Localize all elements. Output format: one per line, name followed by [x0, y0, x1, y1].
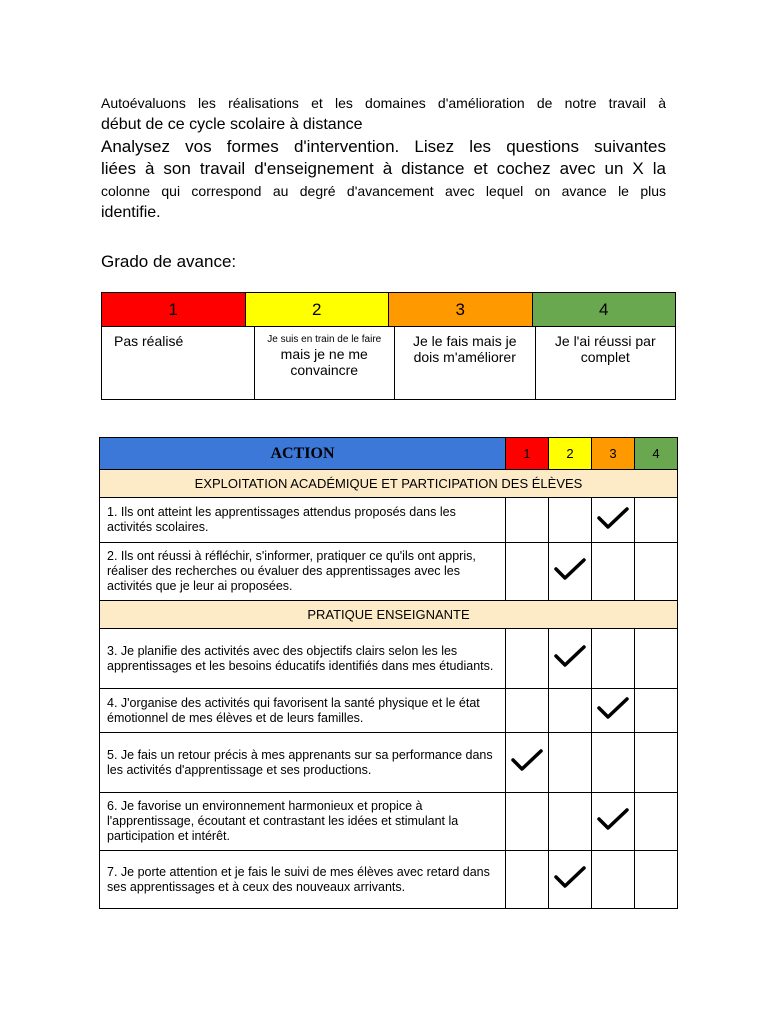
scale-desc-text: Je l'ai réussi par complet: [554, 333, 656, 365]
section-title: PRATIQUE ENSEIGNANTE: [100, 601, 678, 629]
action-header-row: [100, 438, 678, 470]
table-row: [100, 543, 678, 601]
action-item-text: 5. Je fais un retour précis à mes apprenants sur sa performance dans les activités d'apprentissage et ses productions.: [100, 733, 506, 793]
level-cell-1[interactable]: [506, 498, 549, 543]
level-cell-2[interactable]: [549, 629, 592, 689]
level-cell-4[interactable]: [635, 498, 678, 543]
scale-table: [101, 292, 676, 400]
check-icon: [596, 806, 630, 832]
level-cell-2[interactable]: [549, 498, 592, 543]
action-level-3: 3: [592, 438, 635, 470]
table-row: [100, 851, 678, 909]
scale-level-4: 4: [533, 293, 676, 326]
action-level-1: 1: [506, 438, 549, 470]
action-item-text: 1. Ils ont atteint les apprentissages attendus proposés dans les activités scolaires.: [100, 498, 506, 543]
check-icon: [596, 695, 630, 721]
level-cell-3[interactable]: [592, 793, 635, 851]
table-row: [100, 689, 678, 733]
scale-desc-text: Pas réalisé: [114, 333, 184, 349]
scale-description-row: [102, 327, 675, 400]
check-icon: [553, 864, 587, 890]
scale-desc-text: Je le fais mais je dois m'améliorer: [413, 333, 517, 365]
level-cell-3[interactable]: [592, 629, 635, 689]
level-cell-1[interactable]: [506, 851, 549, 909]
scale-desc-1: [102, 327, 255, 400]
table-row: [100, 733, 678, 793]
level-cell-1[interactable]: [506, 629, 549, 689]
level-cell-4[interactable]: [635, 543, 678, 601]
scale-desc-3: [395, 327, 536, 400]
action-item-text: 7. Je porte attention et je fais le suivi de mes élèves avec retard dans ses apprentissages et à ceux des nouveaux arrivants.: [100, 851, 506, 909]
intro-line: début de ce cycle scolaire à distance: [101, 116, 363, 133]
level-cell-2[interactable]: [549, 733, 592, 793]
scale-header-row: [102, 293, 675, 327]
section-title: EXPLOITATION ACADÉMIQUE ET PARTICIPATION DES ÉLÈVES: [100, 470, 678, 498]
level-cell-1[interactable]: [506, 733, 549, 793]
level-cell-1[interactable]: [506, 793, 549, 851]
intro-line: colonne qui correspond au degré d'avancement avec lequel on avance le plus: [101, 183, 666, 199]
check-icon: [510, 747, 544, 773]
level-cell-4[interactable]: [635, 629, 678, 689]
scale-desc-small: Je suis en train de le faire: [267, 334, 382, 345]
scale-level-2: 2: [246, 293, 390, 326]
intro-line: Autoévaluons les réalisations et les domaines d'amélioration de notre travail à: [101, 95, 666, 111]
level-cell-4[interactable]: [635, 733, 678, 793]
action-header: ACTION: [100, 438, 506, 470]
level-cell-3[interactable]: [592, 498, 635, 543]
section-row: [100, 470, 678, 498]
action-item-text: 3. Je planifie des activités avec des objectifs clairs selon les les apprentissages et les besoins éducatifs identifiés dans mes étudiants.: [100, 629, 506, 689]
grado-label: Grado de avance:: [101, 252, 237, 271]
check-icon: [596, 505, 630, 531]
check-icon: [553, 556, 587, 582]
level-cell-2[interactable]: [549, 543, 592, 601]
check-icon: [553, 643, 587, 669]
level-cell-3[interactable]: [592, 733, 635, 793]
level-cell-2[interactable]: [549, 689, 592, 733]
action-level-4: 4: [635, 438, 678, 470]
table-row: [100, 498, 678, 543]
action-item-text: 6. Je favorise un environnement harmonieux et propice à l'apprentissage, écoutant et contrastant les idées et stimulant la participation et intérêt.: [100, 793, 506, 851]
section-row: [100, 601, 678, 629]
scale-desc-2: [255, 327, 396, 400]
level-cell-1[interactable]: [506, 689, 549, 733]
action-level-2: 2: [549, 438, 592, 470]
intro-line: identifie.: [101, 204, 161, 221]
table-row: [100, 629, 678, 689]
action-table: [99, 437, 678, 909]
action-item-text: 4. J'organise des activités qui favorisent la santé physique et le état émotionnel de mes élèves et de leurs familles.: [100, 689, 506, 733]
scale-level-1: 1: [102, 293, 246, 326]
level-cell-3[interactable]: [592, 689, 635, 733]
level-cell-3[interactable]: [592, 851, 635, 909]
level-cell-1[interactable]: [506, 543, 549, 601]
level-cell-2[interactable]: [549, 793, 592, 851]
intro-paragraph: [101, 92, 666, 224]
scale-level-3: 3: [389, 293, 533, 326]
level-cell-2[interactable]: [549, 851, 592, 909]
scale-desc-4: [536, 327, 676, 400]
level-cell-3[interactable]: [592, 543, 635, 601]
table-row: [100, 793, 678, 851]
level-cell-4[interactable]: [635, 793, 678, 851]
action-item-text: 2. Ils ont réussi à réfléchir, s'informer, pratiquer ce qu'ils ont appris, réaliser des recherches ou évaluer des apprentissages avec les activités que je leur ai proposées.: [100, 543, 506, 601]
level-cell-4[interactable]: [635, 689, 678, 733]
scale-desc-text: mais je ne me convaincre: [280, 346, 368, 378]
level-cell-4[interactable]: [635, 851, 678, 909]
intro-line: liées à son travail d'enseignement à distance et cochez avec un X la: [101, 159, 666, 178]
intro-line: Analysez vos formes d'intervention. Lisez les questions suivantes: [101, 137, 666, 156]
